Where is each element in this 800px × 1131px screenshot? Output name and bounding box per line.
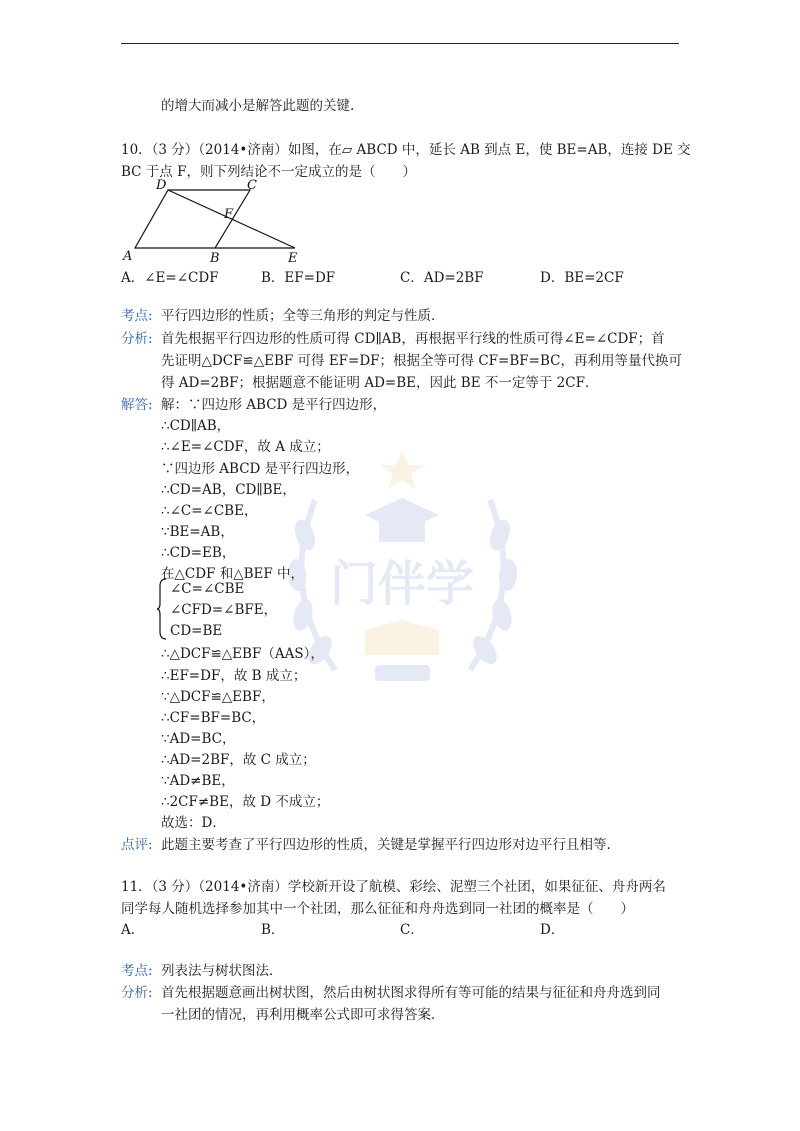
system-brace (157, 578, 167, 640)
solution-line: ∴AD=2BF，故 C 成立； (161, 752, 316, 768)
solution-line: ∴CD=EB， (161, 545, 236, 561)
label-b: B (210, 251, 220, 264)
q10-fenxi-line: 首先根据平行四边形的性质可得 CD∥AB，再根据平行线的性质可得∠E=∠CDF；首 (161, 331, 665, 347)
q10-stem-line2: BC 于点 F，则下列结论不一定成立的是（ ） (121, 164, 416, 180)
brace-line: ∠C=∠CBE (170, 581, 245, 597)
label-f: F (224, 207, 234, 222)
q10-option-a: A．∠E=∠CDF (121, 270, 219, 286)
q10-solution-first: 解：∵四边形 ABCD 是平行四边形， (161, 397, 387, 413)
label-d: D (156, 178, 167, 193)
watermark-text: 门伴学 (329, 556, 475, 612)
solution-line: ∴△DCF≌△EBF（AAS）， (161, 646, 324, 662)
solution-line: ∴∠C=∠CBE， (161, 503, 258, 519)
q11-option-a: A． (121, 922, 145, 938)
header-rule (121, 43, 679, 44)
watermark-logo (275, 440, 530, 710)
solution-line: ∴EF=DF，故 B 成立； (161, 668, 307, 684)
q11-stem-line2: 同学每人随机选择参加其中一个社团，那么征征和舟舟选到同一社团的概率是（ ） (121, 901, 634, 917)
solution-line: ∵四边形 ABCD 是平行四边形， (161, 461, 360, 477)
q10-option-b: B．EF=DF (261, 270, 336, 286)
solution-line: ∵BE=AB， (161, 524, 234, 540)
brace-line: CD=BE (170, 623, 223, 639)
q10-dianping-text: 此题主要考查了平行四边形的性质，关键是掌握平行四边形对边平行且相等. (161, 837, 611, 853)
q10-stem-line1: 10．（3 分）（2014•济南）如图，在▱ ABCD 中，延长 AB 到点 E，使 BE=AB，连接 DE 交 (121, 142, 691, 158)
q10-fenxi-line: 得 AD=2BF；根据题意不能证明 AD=BE，因此 BE 不一定等于 2CF． (161, 375, 599, 391)
q11-stem-line1: 11．（3 分）（2014•济南）学校新开设了航模、彩绘、泥塑三个社团，如果征征、舟舟两名 (121, 879, 666, 895)
q10-fenxi-line: 先证明△DCF≌△EBF 可得 EF=DF；根据全等可得 CF=BF=BC，再利用等量代换可 (161, 353, 682, 369)
q11-fenxi-line: 一社团的情况，再利用概率公式即可求得答案． (161, 1007, 445, 1023)
solution-line: ∵AD≠BE， (161, 773, 235, 789)
label-a: A (123, 249, 133, 264)
solution-line: ∴CF=BF=BC， (161, 710, 266, 726)
q10-option-d: D．BE=2CF (540, 270, 624, 286)
q10-dianping-label: 点评: (121, 837, 153, 853)
label-c: C (247, 178, 257, 193)
solution-line: 故选：D． (161, 815, 226, 831)
label-e: E (288, 251, 298, 264)
solution-line: ∴CD=AB，CD∥BE， (161, 482, 296, 498)
solution-line: ∵AD=BC， (161, 731, 236, 747)
solution-line: ∵△DCF≌△EBF， (161, 689, 275, 705)
solution-line: ∴CD∥AB， (161, 418, 231, 434)
solution-line: ∴∠E=∠CDF，故 A 成立； (161, 439, 330, 455)
q11-option-d: D． (540, 922, 565, 938)
q10-kaodian-text: 平行四边形的性质；全等三角形的判定与性质． (161, 308, 445, 324)
q10-option-c: C．AD=2BF (400, 270, 484, 286)
parallelogram-figure (120, 178, 310, 264)
continuation-text: 的增大而减小是解答此题的关键. (161, 98, 355, 114)
solution-line: 在△CDF 和△BEF 中， (161, 566, 305, 582)
q11-kaodian-label: 考点: (121, 963, 153, 979)
solution-line: ∴2CF≠BE，故 D 不成立； (161, 794, 330, 810)
q11-option-c: C． (400, 922, 424, 938)
q11-fenxi-line: 首先根据题意画出树状图，然后由树状图求得所有等可能的结果与征征和舟舟选到同 (161, 985, 661, 1001)
q10-jieda-label: 解答: (121, 397, 153, 413)
q10-fenxi-label: 分析: (121, 331, 153, 347)
brace-line: ∠CFD=∠BFE， (170, 602, 278, 618)
q11-option-b: B． (261, 922, 285, 938)
q11-kaodian-text: 列表法与树状图法． (161, 963, 283, 979)
q11-fenxi-label: 分析: (121, 985, 153, 1001)
q10-kaodian-label: 考点: (121, 308, 153, 324)
